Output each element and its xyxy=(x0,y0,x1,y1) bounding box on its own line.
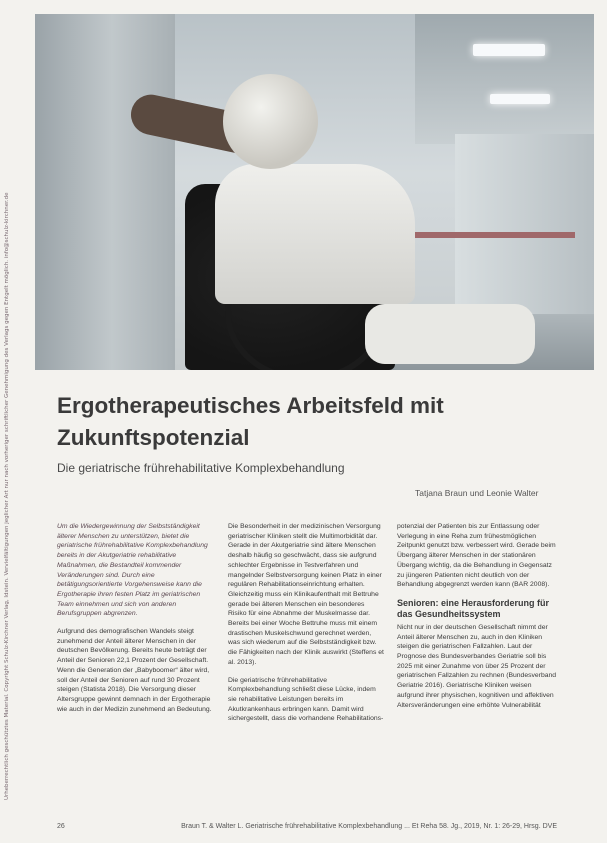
body-paragraph: Die Besonderheit in der medizinischen Versorgung geriatrischer Kliniken stellt die Multimorbidität dar. Gerade in der Akutgeriatrie sind ältere Menschen deshalb häufig so geschwächt, dass sie aufgrund schlechter Ergebnisse in Testverfahren und mangelnder Selbstversorgung keinen Platz in einer regulären Rehabilitationseinrichtung erhalten. Gleichzeitig muss ein Klinikaufenthalt mit Bettruhe gerade bei älteren Menschen ein besonderes Risiko für eine Abnahme der Muskelmasse dar. Bereits bei einer Woche Bettruhe muss mit einem drastischen Muskelschwund gerechnet werden, was sich wiederum auf die Selbstständigkeit bzw. die Fähigkeiten nach der Klinik auswirkt (Steffens et al. 2013). xyxy=(228,523,384,666)
text-column-2 xyxy=(228,522,384,732)
patient-body xyxy=(215,164,415,304)
text-column-1 xyxy=(57,522,213,722)
section-heading: Senioren: eine Herausforderung für das Gesundheitssystem xyxy=(397,597,550,619)
body-paragraph: Nicht nur in der deutschen Gesellschaft nimmt der Anteil älterer Menschen zu, auch in den Kliniken steigen die geriatrischen Fallzahlen. Laut der Prognose des Bundesverbandes Geriatrie soll bis 2025 mit einer Zunahme von über 25 Prozent der geriatrischen Fallzahlen zu rechnen (Bundesverband Geriatrie 2016). Geriatrische Kliniken weisen aufgrund ihrer physischen, kognitiven und affektiven Altersveränderungen eine erhöhte Vulnerabilität xyxy=(397,623,557,709)
ceiling-lamp xyxy=(473,44,545,56)
page-footer xyxy=(57,823,557,830)
patient-head xyxy=(223,74,318,169)
copyright-note: Urheberrechtlich geschütztes Material. Copyright Schulz-Kirchner Verlag, Idstein. Vervielfältigungen jeglicher Art nur nach vorheriger schriftlicher Genehmigung des Verlags gegen Entgelt möglich. info@schulz-kirchner.de xyxy=(4,192,10,800)
title-line-2: Zukunftspotenzial xyxy=(57,425,250,450)
ceiling xyxy=(415,14,594,144)
article-title xyxy=(57,390,557,454)
text-column-3 xyxy=(397,522,557,718)
ceiling-lamp xyxy=(490,94,550,104)
citation: Braun T. & Walter L. Geriatrische frührehabilitative Komplexbehandlung ... Et Reha 58. Jg., 2019, Nr. 1: 26-29, Hrsg. DVE xyxy=(181,823,557,830)
page-number: 26 xyxy=(57,823,65,830)
caregiver-figure xyxy=(35,14,175,370)
authors: Tatjana Braun und Leonie Walter xyxy=(415,488,539,498)
intro-paragraph: Um die Wiedergewinnung der Selbstständigkeit älterer Menschen zu unterstützen, bietet die geriatrische frührehabilitative Komplexbehandlung bereits in der Akutgeriatrie rehabilitative Maßnahmen, die Bestandteil kommender Veränderungen sind. Durch eine betätigungsorientierte Vorgehensweise kann die Ergotherapie ihren festen Platz im geriatrischen Team einnehmen und sich von anderen Berufsgruppen abgrenzen. xyxy=(57,523,208,618)
patient-legs xyxy=(365,304,535,364)
cover-photo xyxy=(35,14,594,370)
body-paragraph: Aufgrund des demografischen Wandels steigt zunehmend der Anteil älterer Menschen in der deutschen Bevölkerung. Bereits heute beträgt der Anteil der Senioren 22,1 Prozent der Gesellschaft. Wenn die Generation der „Babyboomer“ älter wird, soll der Anteil der Senioren auf rund 30 Prozent steigen (Statista 2018). Die Versorgung dieser Altersgruppe gewinnt demnach in der Ergotherapie wie auch in der Medizin zunehmend an Bedeutung. xyxy=(57,628,212,713)
body-paragraph: potenzial der Patienten bis zur Entlassung oder Verlegung in eine Reha zum frühestmöglichen Zeitpunkt genutzt bzw. verbessert wird. Gerade beim Übergang älterer Menschen in der stationären Übergang wichtig, da die Behandlung in Gegensatz zu jüngeren Patienten nicht deutlich von der Behandlung abgegrenzt werden kann (BAR 2008). xyxy=(397,523,556,589)
handrail xyxy=(395,232,575,238)
article-subtitle: Die geriatrische frührehabilitative Komplexbehandlung xyxy=(57,461,345,475)
body-paragraph: Die geriatrische frührehabilitative Komplexbehandlung schließt diese Lücke, indem sie rehabilitative Leistungen bereits im Akutkrankenhaus erbringen kann. Damit wird sichergestellt, dass die vorhandene Rehabilitations- xyxy=(228,676,384,723)
title-line-1: Ergotherapeutisches Arbeitsfeld mit xyxy=(57,393,444,418)
